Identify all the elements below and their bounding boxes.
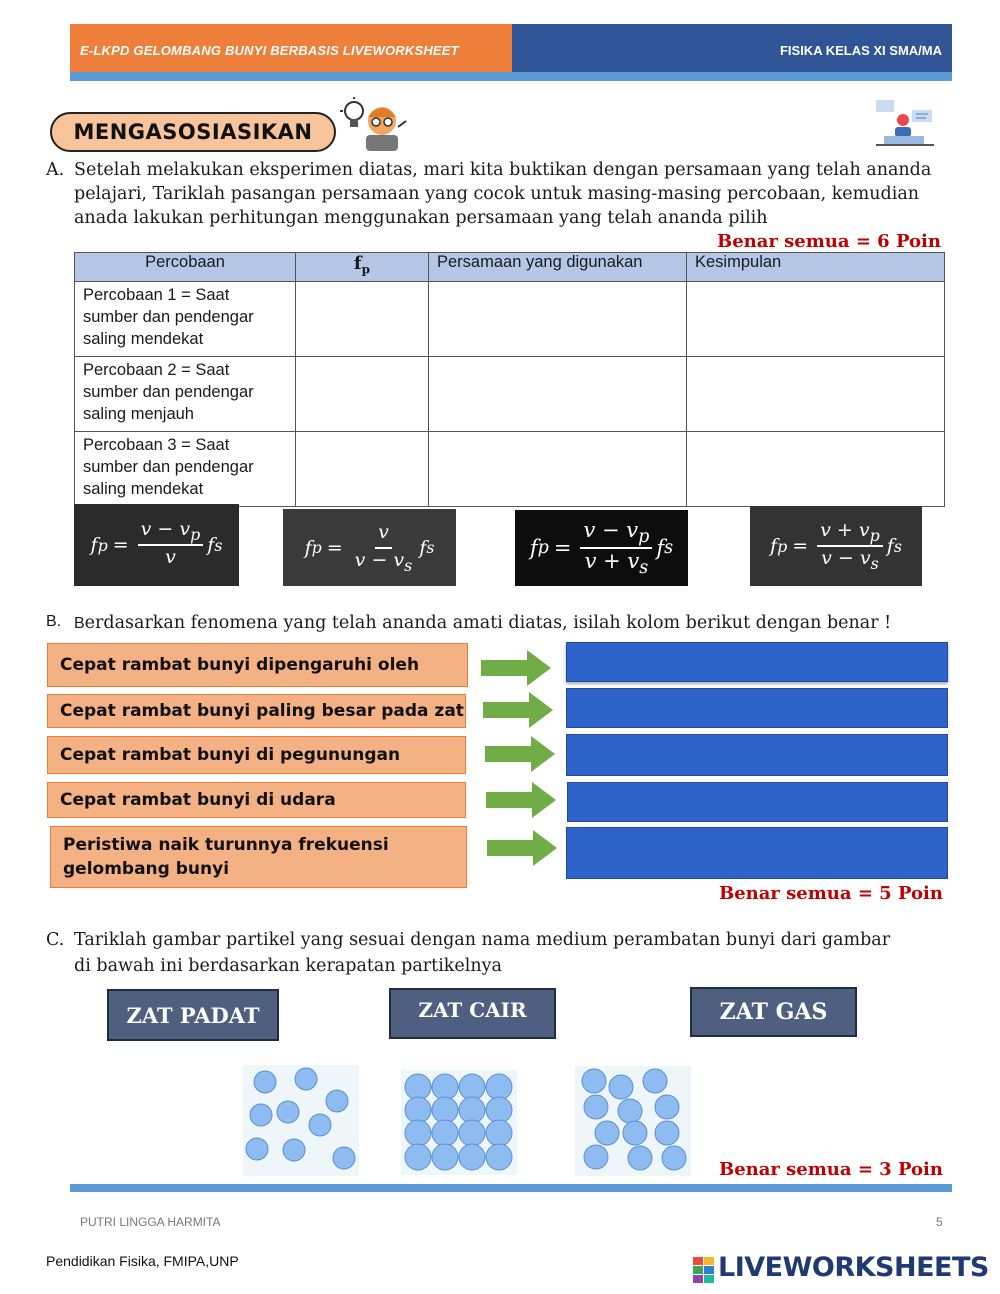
footer-author: PUTRI LINGGA HARMITA: [80, 1215, 221, 1229]
header-right-title: FISIKA KELAS XI SMA/MA: [779, 43, 942, 58]
arrow-right-icon: [486, 782, 556, 818]
answer-field-2[interactable]: [566, 688, 948, 728]
formula-1-lhs: f: [90, 534, 98, 556]
formula-card-3[interactable]: [515, 510, 688, 586]
part-c-marker: C.: [46, 930, 65, 950]
formula-4-denominator-sub: s: [870, 553, 879, 573]
formula-3-numerator: v − v: [583, 517, 639, 542]
formula-2-rhs: f: [419, 536, 427, 559]
formula-3-denominator-sub: s: [639, 558, 649, 579]
formula-3-rhs-sub: s: [664, 538, 674, 558]
formula-1-equals: =: [112, 534, 129, 556]
formula-4-denominator: v − v: [821, 547, 871, 569]
formula-card-4[interactable]: [750, 506, 922, 586]
part-b-text-rest: erdasarkan fenomena yang telah ananda amati diatas, isilah kolom berikut dengan benar !: [84, 613, 892, 633]
part-a-points: Benar semua = 6 Poin: [717, 231, 941, 252]
formula-card-1[interactable]: [74, 504, 239, 586]
section-badge: MENGASOSIASIKAN: [50, 112, 336, 152]
formula-4-rhs-sub: s: [893, 536, 902, 556]
online-learning-icon: [876, 100, 934, 146]
formula-2-denominator: v − v: [354, 548, 405, 571]
experiment-1-equation-cell[interactable]: [429, 282, 687, 357]
experiment-2-label: Percobaan 2 = Saat sumber dan pendengar saling menjauh: [75, 357, 296, 432]
answer-field-4[interactable]: [567, 782, 948, 822]
formula-4-numerator: v + v: [820, 519, 870, 542]
part-a-marker: A.: [46, 160, 65, 180]
arrow-right-icon: [481, 650, 551, 686]
formula-2-fraction: [352, 521, 416, 575]
formula-3-rhs: f: [656, 536, 665, 560]
experiment-1-label: Percobaan 1 = Saat sumber dan pendengar saling mendekat: [75, 282, 296, 357]
formula-3-equals: =: [553, 536, 572, 560]
header-kesimpulan: Kesimpulan: [687, 253, 945, 282]
header-fp-base: f: [353, 253, 362, 274]
answer-field-5[interactable]: [566, 827, 948, 879]
answer-field-3[interactable]: [566, 734, 948, 776]
label-zat-cair[interactable]: ZAT CAIR: [389, 988, 556, 1039]
formula-4-fraction: [817, 519, 883, 573]
table-row: [75, 282, 945, 357]
statement-box-1: Cepat rambat bunyi dipengaruhi oleh: [47, 643, 468, 687]
table-header-row: [75, 253, 945, 282]
header-fp-sub: p: [361, 262, 371, 277]
table-row: [75, 357, 945, 432]
label-zat-padat[interactable]: ZAT PADAT: [107, 989, 279, 1041]
formula-1-numerator-sub: p: [190, 525, 201, 544]
solid-particles-image[interactable]: [401, 1070, 517, 1175]
statement-box-3: Cepat rambat bunyi di pegunungan: [47, 736, 466, 774]
formula-4-numerator-sub: p: [869, 526, 880, 545]
formula-3-denominator: v + v: [584, 549, 640, 573]
footer-brand: LIVEWORKSHEETS: [718, 1252, 989, 1283]
experiment-table: [74, 252, 945, 507]
label-zat-gas[interactable]: ZAT GAS: [690, 987, 857, 1037]
arrow-right-icon: [487, 830, 557, 866]
formula-4-equals: =: [792, 535, 809, 557]
experiment-3-fp-cell[interactable]: [296, 432, 429, 507]
formula-2-numerator: v: [378, 520, 389, 543]
experiment-3-equation-cell[interactable]: [429, 432, 687, 507]
formula-3-lhs-sub: p: [537, 538, 549, 558]
experiment-1-fp-cell[interactable]: [296, 282, 429, 357]
part-b-points: Benar semua = 5 Poin: [719, 883, 943, 904]
experiment-1-conclusion-cell[interactable]: [687, 282, 945, 357]
arrow-right-icon: [483, 692, 553, 728]
formula-4-lhs: f: [770, 535, 778, 557]
statement-box-5: Peristiwa naik turunnya frekuensi gelombang bunyi: [50, 826, 467, 888]
formula-1-lhs-sub: p: [97, 535, 108, 555]
part-b-text-first: B: [74, 615, 85, 632]
experiment-2-conclusion-cell[interactable]: [687, 357, 945, 432]
formula-1-rhs-sub: s: [214, 535, 223, 555]
formula-1-numerator: v − v: [140, 518, 191, 541]
part-c-text-line1: Tariklah gambar partikel yang sesuai dengan nama medium perambatan bunyi dari gambar: [74, 930, 891, 950]
experiment-2-fp-cell[interactable]: [296, 357, 429, 432]
formula-4-lhs-sub: p: [777, 536, 788, 556]
part-b-marker: B.: [46, 613, 62, 630]
header-fp: [296, 253, 429, 282]
formula-2-lhs-sub: p: [311, 538, 322, 557]
experiment-3-label: Percobaan 3 = Saat sumber dan pendengar saling mendekat: [75, 432, 296, 507]
footer-institution: Pendidikan Fisika, FMIPA,UNP: [46, 1253, 239, 1269]
formula-1-denominator: v: [165, 546, 176, 568]
thinking-person-icon: [340, 97, 408, 151]
statement-box-2: Cepat rambat bunyi paling besar pada zat: [47, 694, 466, 728]
header-left-title: E-LKPD GELOMBANG BUNYI BERBASIS LIVEWORKSHEET: [80, 43, 459, 58]
statement-box-4: Cepat rambat bunyi di udara: [47, 782, 466, 818]
answer-field-1[interactable]: [566, 642, 948, 682]
part-a-text-line2: pelajari, Tariklah pasangan persamaan yang cocok untuk masing-masing percobaan, kemudian: [74, 184, 920, 204]
formula-3-numerator-sub: p: [638, 527, 650, 547]
part-c-text-line2: di bawah ini berdasarkan kerapatan partikelnya: [74, 956, 502, 976]
experiment-2-equation-cell[interactable]: [429, 357, 687, 432]
formula-1-fraction: [138, 518, 204, 572]
part-a-text-line3: anada lakukan perhitungan menggunakan persamaan yang telah ananda pilih: [74, 208, 768, 228]
formula-2-equals: =: [326, 536, 343, 559]
header-underline: [70, 72, 952, 81]
formula-3-lhs: f: [529, 536, 538, 560]
arrow-right-icon: [485, 736, 555, 772]
formula-4-rhs: f: [886, 535, 894, 557]
footer-page-number: 5: [936, 1215, 943, 1229]
part-c-points: Benar semua = 3 Poin: [719, 1159, 943, 1180]
experiment-3-conclusion-cell[interactable]: [687, 432, 945, 507]
table-row: [75, 432, 945, 507]
formula-2-rhs-sub: s: [426, 538, 435, 557]
formula-1-rhs: f: [207, 534, 215, 556]
formula-2-denominator-sub: s: [404, 555, 413, 575]
liveworksheets-logo-icon: [693, 1257, 715, 1283]
formula-2-lhs: f: [304, 536, 312, 559]
part-b-text: [74, 611, 891, 636]
part-a-text-line1: Setelah melakukan eksperimen diatas, mari kita buktikan dengan persamaan yang telah ananda: [74, 160, 932, 180]
gas-particles-image[interactable]: [243, 1065, 359, 1176]
header-persamaan: Persamaan yang digunakan: [429, 253, 687, 282]
liquid-particles-image[interactable]: [575, 1066, 691, 1176]
formula-3-fraction: [580, 518, 652, 578]
formula-card-2[interactable]: [283, 509, 456, 586]
header-percobaan: Percobaan: [75, 253, 296, 282]
footer-line: [70, 1184, 952, 1192]
